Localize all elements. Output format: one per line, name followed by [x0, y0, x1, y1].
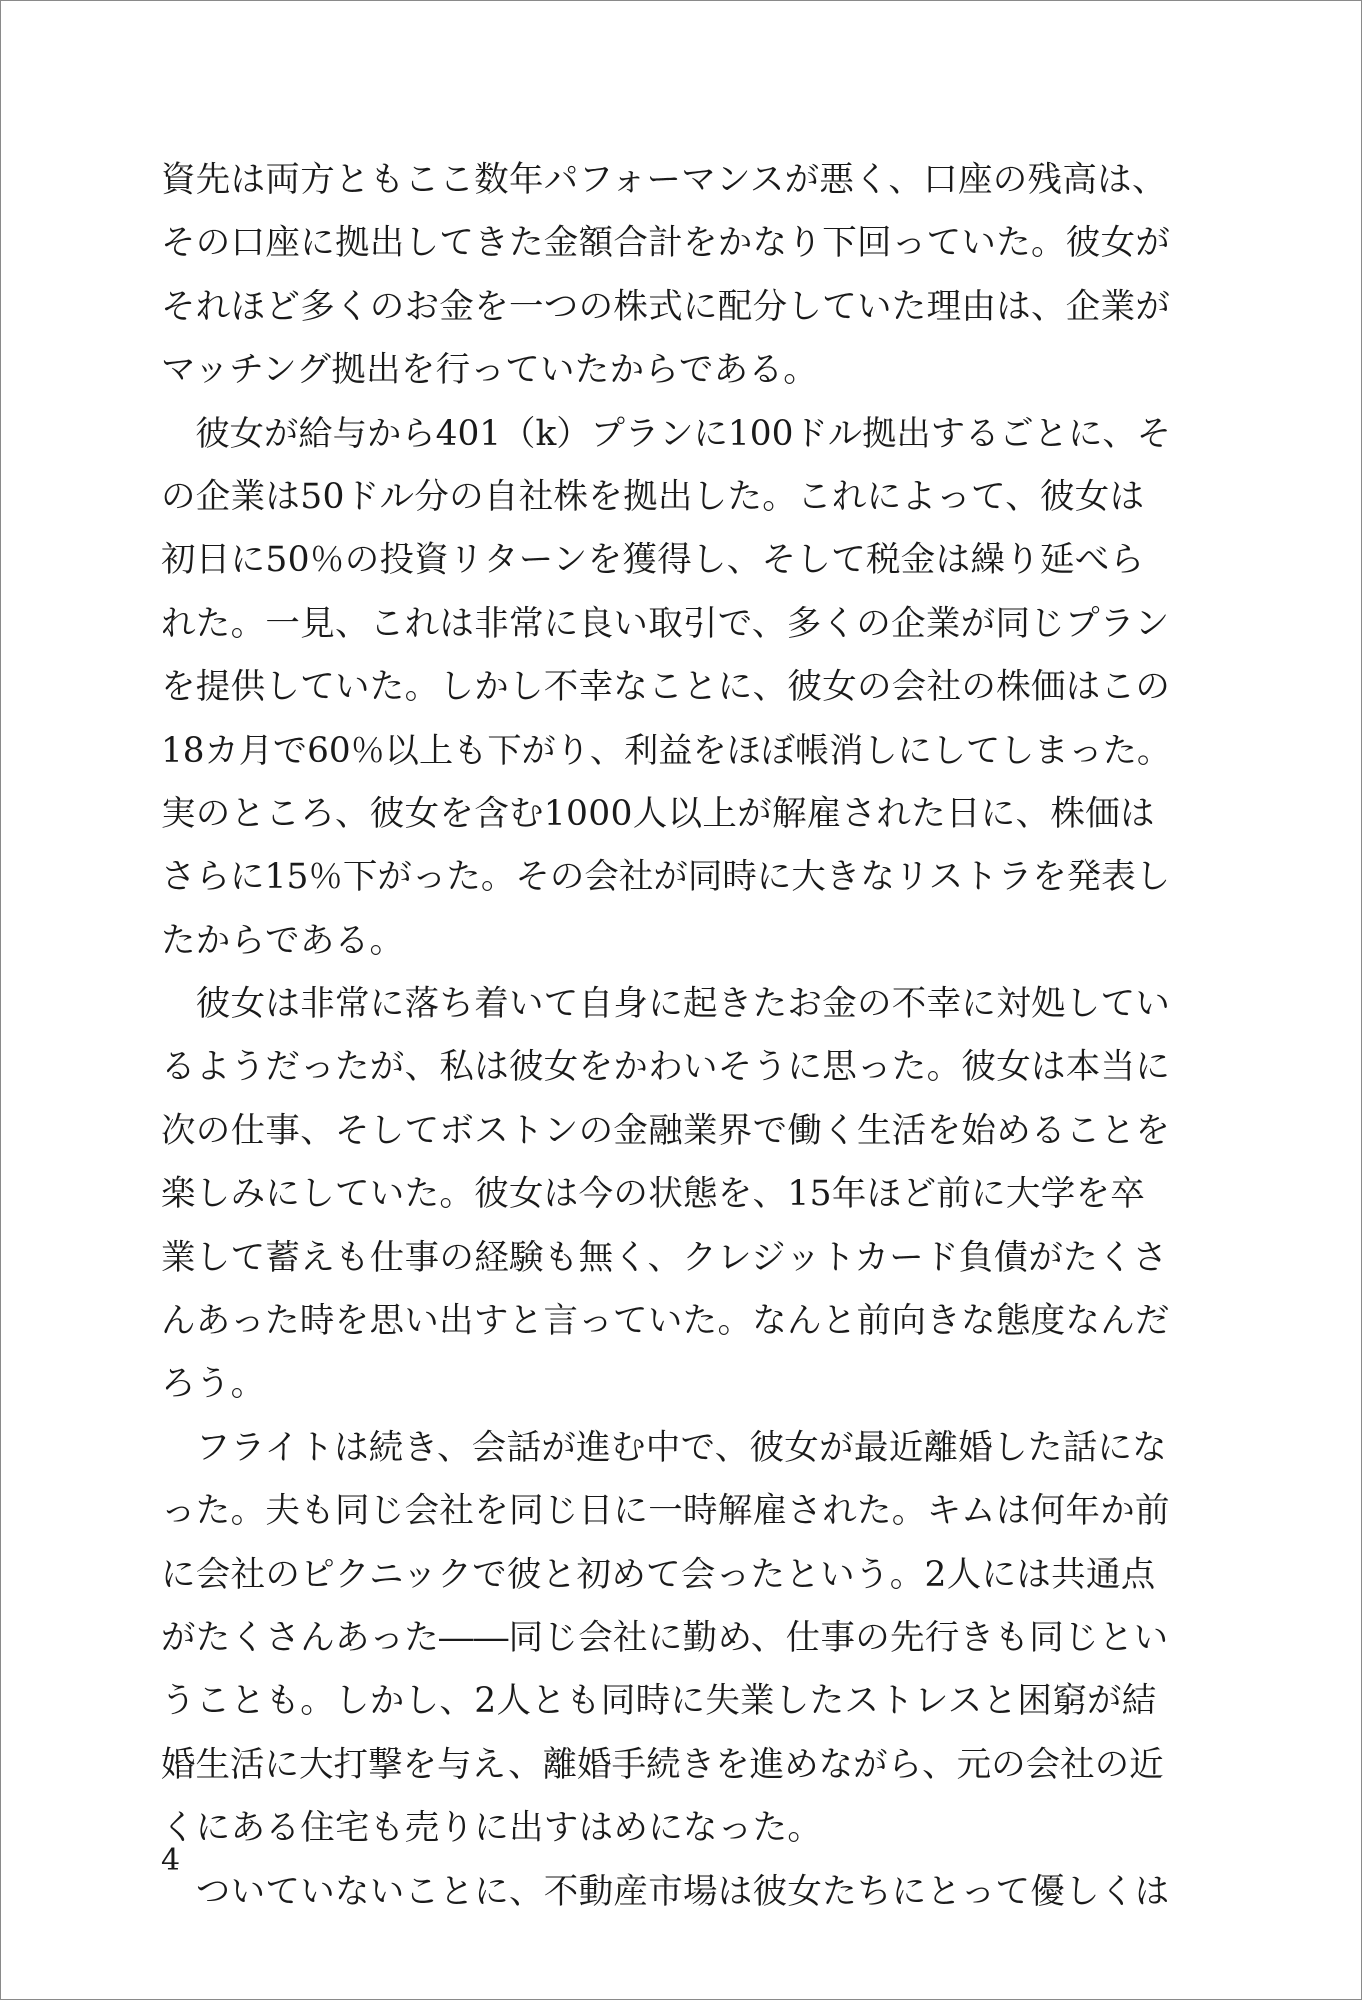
text-line: 彼女は非常に落ち着いて自身に起きたお金の不幸に対処してい — [161, 984, 1171, 1025]
text-line: れた。一見、これは非常に良い取引で、多くの企業が同じプラン — [161, 603, 1170, 644]
text-line: くにある住宅も売りに出すはめになった。 — [161, 1808, 823, 1849]
text-line: 実のところ、彼女を含む1000人以上が解雇された日に、株価は — [161, 793, 1155, 834]
text-line: ついていないことに、不動産市場は彼女たちにとって優しくは — [161, 1871, 1170, 1912]
text-line: 次の仕事、そしてボストンの金融業界で働く生活を始めることを — [161, 1110, 1171, 1151]
text-line: マッチング拠出を行っていたからである。 — [161, 350, 819, 391]
text-line: がたくさんあった――同じ会社に勤め、仕事の先行きも同じとい — [161, 1617, 1169, 1658]
text-line: 婚生活に大打撃を与え、離婚手続きを進めながら、元の会社の近 — [161, 1744, 1164, 1785]
text-line: それほど多くのお金を一つの株式に配分していた理由は、企業が — [161, 286, 1171, 327]
text-line: んあった時を思い出すと言っていた。なんと前向きな態度なんだ — [161, 1301, 1170, 1342]
text-line: った。夫も同じ会社を同じ日に一時解雇された。キムは何年か前 — [161, 1491, 1170, 1532]
text-line: ろう。 — [161, 1364, 266, 1405]
page-number: 4 — [161, 1843, 181, 1878]
text-line: 初日に50％の投資リターンを獲得し、そして税金は繰り延べら — [161, 540, 1145, 581]
text-line: たからである。 — [161, 920, 405, 961]
text-line: さらに15％下がった。その会社が同時に大きなリストラを発表し — [161, 857, 1171, 898]
text-line: の企業は50ドル分の自社株を拠出した。これによって、彼女は — [161, 476, 1145, 517]
text-line: を提供していた。しかし不幸なことに、彼女の会社の株価はこの — [161, 667, 1171, 708]
text-line: フライトは続き、会話が進む中で、彼女が最近離婚した話にな — [161, 1427, 1168, 1468]
text-line: 業して蓄えも仕事の経験も無く、クレジットカード負債がたくさ — [161, 1237, 1168, 1278]
text-line: に会社のピクニックで彼と初めて会ったという。2人には共通点 — [161, 1554, 1156, 1595]
text-line: 彼女が給与から401（k）プランに100ドル拠出するごとに、そ — [161, 413, 1172, 454]
text-line: るようだったが、私は彼女をかわいそうに思った。彼女は本当に — [161, 1047, 1171, 1088]
body-text — [161, 149, 1171, 1924]
text-line: その口座に拠出してきた金額合計をかなり下回っていた。彼女が — [161, 223, 1171, 264]
text-line: 資先は両方ともここ数年パフォーマンスが悪く、口座の残高は、 — [161, 160, 1167, 200]
text-line: うことも。しかし、2人とも同時に失業したストレスと困窮が結 — [161, 1681, 1157, 1722]
text-line: 楽しみにしていた。彼女は今の状態を、15年ほど前に大学を卒 — [161, 1174, 1146, 1215]
text-line: 18カ月で60％以上も下がり、利益をほぼ帳消しにしてしまった。 — [161, 730, 1172, 771]
